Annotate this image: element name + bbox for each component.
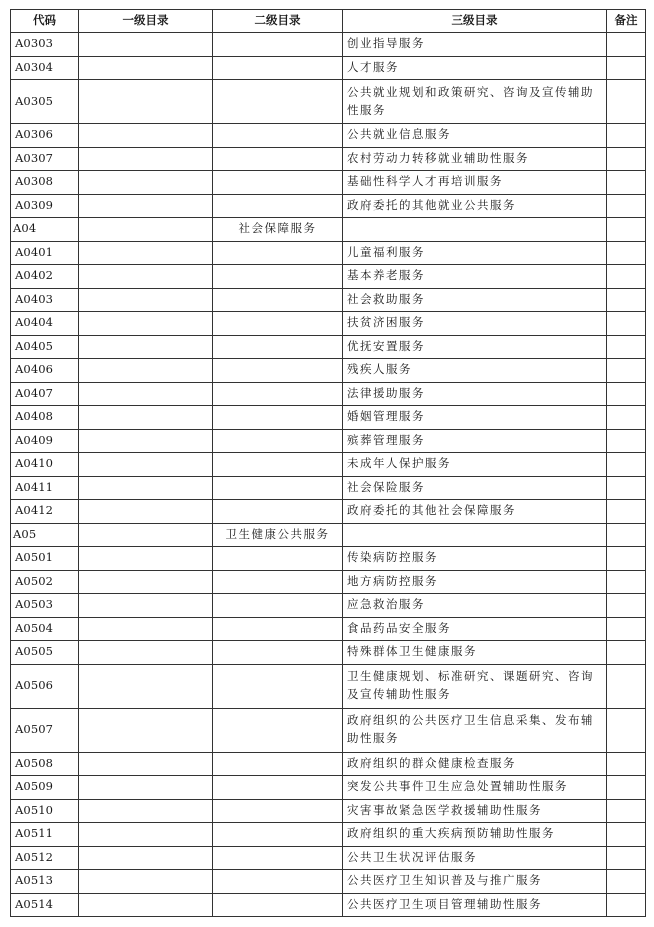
table-row xyxy=(11,799,646,823)
cell-level3: 灾害事故紧急医学救援辅助性服务 xyxy=(343,799,607,823)
cell-note xyxy=(607,218,646,242)
cell-level1 xyxy=(79,124,213,148)
cell-code: A0407 xyxy=(11,382,79,406)
cell-level3: 公共医疗卫生项目管理辅助性服务 xyxy=(343,893,607,917)
cell-note xyxy=(607,547,646,571)
cell-code: A0406 xyxy=(11,359,79,383)
cell-level1 xyxy=(79,429,213,453)
header-level3: 三级目录 xyxy=(343,10,607,33)
cell-note xyxy=(607,382,646,406)
cell-note xyxy=(607,359,646,383)
cell-code: A0503 xyxy=(11,594,79,618)
cell-level3: 特殊群体卫生健康服务 xyxy=(343,641,607,665)
cell-code: A05 xyxy=(11,523,79,547)
cell-level2 xyxy=(213,33,343,57)
cell-level3: 法律援助服务 xyxy=(343,382,607,406)
cell-level3: 扶贫济困服务 xyxy=(343,312,607,336)
cell-level3: 农村劳动力转移就业辅助性服务 xyxy=(343,147,607,171)
table-header xyxy=(11,10,646,33)
cell-level3: 政府组织的公共医疗卫生信息采集、发布辅助性服务 xyxy=(343,708,607,752)
table-row xyxy=(11,56,646,80)
cell-level3: 公共医疗卫生知识普及与推广服务 xyxy=(343,870,607,894)
cell-level1 xyxy=(79,171,213,195)
cell-note xyxy=(607,594,646,618)
cell-note xyxy=(607,708,646,752)
cell-code: A0306 xyxy=(11,124,79,148)
table-row xyxy=(11,124,646,148)
cell-level2 xyxy=(213,870,343,894)
cell-level3: 创业指导服务 xyxy=(343,33,607,57)
cell-level1 xyxy=(79,476,213,500)
table-row xyxy=(11,570,646,594)
cell-code: A0309 xyxy=(11,194,79,218)
table-row xyxy=(11,708,646,752)
cell-code: A0411 xyxy=(11,476,79,500)
cell-level2 xyxy=(213,147,343,171)
cell-code: A0402 xyxy=(11,265,79,289)
table-row xyxy=(11,547,646,571)
cell-level2 xyxy=(213,265,343,289)
header-code: 代码 xyxy=(11,10,79,33)
cell-code: A0305 xyxy=(11,80,79,124)
cell-level1 xyxy=(79,776,213,800)
table-row xyxy=(11,80,646,124)
cell-level3: 社会保险服务 xyxy=(343,476,607,500)
cell-level1 xyxy=(79,335,213,359)
cell-level1 xyxy=(79,288,213,312)
cell-note xyxy=(607,453,646,477)
cell-level2 xyxy=(213,194,343,218)
cell-level1 xyxy=(79,594,213,618)
cell-level1 xyxy=(79,453,213,477)
table-row xyxy=(11,476,646,500)
cell-level1 xyxy=(79,33,213,57)
cell-note xyxy=(607,523,646,547)
catalog-table xyxy=(10,9,646,917)
cell-note xyxy=(607,429,646,453)
cell-code: A0506 xyxy=(11,664,79,708)
cell-level2 xyxy=(213,846,343,870)
table-row xyxy=(11,312,646,336)
cell-level1 xyxy=(79,664,213,708)
cell-code: A0401 xyxy=(11,241,79,265)
cell-note xyxy=(607,33,646,57)
table-row xyxy=(11,33,646,57)
cell-level2 xyxy=(213,171,343,195)
cell-level2 xyxy=(213,776,343,800)
cell-code: A0409 xyxy=(11,429,79,453)
header-row xyxy=(11,10,646,33)
cell-level1 xyxy=(79,547,213,571)
cell-level3: 社会救助服务 xyxy=(343,288,607,312)
cell-note xyxy=(607,870,646,894)
table-row xyxy=(11,218,646,242)
cell-level1 xyxy=(79,56,213,80)
cell-code: A0508 xyxy=(11,752,79,776)
cell-level2 xyxy=(213,641,343,665)
table-row xyxy=(11,776,646,800)
cell-note xyxy=(607,406,646,430)
cell-code: A0307 xyxy=(11,147,79,171)
table-body xyxy=(11,33,646,917)
cell-level2 xyxy=(213,56,343,80)
cell-level2 xyxy=(213,799,343,823)
cell-level1 xyxy=(79,312,213,336)
cell-level3 xyxy=(343,523,607,547)
cell-level2 xyxy=(213,476,343,500)
cell-note xyxy=(607,265,646,289)
cell-level1 xyxy=(79,617,213,641)
cell-note xyxy=(607,288,646,312)
cell-code: A0504 xyxy=(11,617,79,641)
cell-code: A0511 xyxy=(11,823,79,847)
cell-level3: 政府组织的群众健康检查服务 xyxy=(343,752,607,776)
cell-note xyxy=(607,893,646,917)
cell-level2: 卫生健康公共服务 xyxy=(213,523,343,547)
cell-level2 xyxy=(213,335,343,359)
table-row xyxy=(11,335,646,359)
cell-level3: 传染病防控服务 xyxy=(343,547,607,571)
cell-level3: 儿童福利服务 xyxy=(343,241,607,265)
cell-note xyxy=(607,617,646,641)
cell-note xyxy=(607,147,646,171)
cell-code: A0501 xyxy=(11,547,79,571)
cell-code: A04 xyxy=(11,218,79,242)
table-row xyxy=(11,594,646,618)
cell-level3: 公共就业规划和政策研究、咨询及宣传辅助性服务 xyxy=(343,80,607,124)
cell-level2 xyxy=(213,570,343,594)
cell-level2 xyxy=(213,124,343,148)
cell-level2 xyxy=(213,617,343,641)
cell-level1 xyxy=(79,523,213,547)
cell-code: A0507 xyxy=(11,708,79,752)
cell-level1 xyxy=(79,80,213,124)
cell-level1 xyxy=(79,194,213,218)
table-row xyxy=(11,617,646,641)
cell-note xyxy=(607,500,646,524)
cell-level1 xyxy=(79,641,213,665)
cell-level2 xyxy=(213,893,343,917)
cell-code: A0410 xyxy=(11,453,79,477)
cell-level1 xyxy=(79,218,213,242)
cell-level1 xyxy=(79,752,213,776)
cell-level1 xyxy=(79,382,213,406)
cell-level3: 优抚安置服务 xyxy=(343,335,607,359)
cell-level2 xyxy=(213,406,343,430)
cell-level2 xyxy=(213,241,343,265)
cell-note xyxy=(607,335,646,359)
cell-note xyxy=(607,171,646,195)
table-row xyxy=(11,500,646,524)
cell-level3: 人才服务 xyxy=(343,56,607,80)
cell-note xyxy=(607,752,646,776)
table-row xyxy=(11,823,646,847)
table-row xyxy=(11,194,646,218)
cell-level2 xyxy=(213,359,343,383)
table-row xyxy=(11,893,646,917)
cell-code: A0408 xyxy=(11,406,79,430)
cell-code: A0510 xyxy=(11,799,79,823)
cell-level1 xyxy=(79,359,213,383)
cell-level2 xyxy=(213,664,343,708)
cell-level1 xyxy=(79,846,213,870)
table-row xyxy=(11,382,646,406)
cell-code: A0308 xyxy=(11,171,79,195)
table-row xyxy=(11,846,646,870)
header-level2: 二级目录 xyxy=(213,10,343,33)
cell-level3: 殡葬管理服务 xyxy=(343,429,607,453)
cell-code: A0514 xyxy=(11,893,79,917)
cell-level2 xyxy=(213,823,343,847)
cell-level1 xyxy=(79,570,213,594)
cell-code: A0502 xyxy=(11,570,79,594)
cell-note xyxy=(607,846,646,870)
cell-level1 xyxy=(79,823,213,847)
cell-level1 xyxy=(79,870,213,894)
cell-level1 xyxy=(79,147,213,171)
cell-note xyxy=(607,476,646,500)
cell-level3: 政府组织的重大疾病预防辅助性服务 xyxy=(343,823,607,847)
cell-level2 xyxy=(213,80,343,124)
cell-note xyxy=(607,799,646,823)
cell-code: A0513 xyxy=(11,870,79,894)
cell-level3: 公共就业信息服务 xyxy=(343,124,607,148)
table-row xyxy=(11,171,646,195)
cell-level2 xyxy=(213,288,343,312)
cell-note xyxy=(607,570,646,594)
cell-note xyxy=(607,823,646,847)
cell-code: A0304 xyxy=(11,56,79,80)
cell-level2 xyxy=(213,594,343,618)
cell-level3: 政府委托的其他就业公共服务 xyxy=(343,194,607,218)
table-row xyxy=(11,429,646,453)
table-row xyxy=(11,641,646,665)
cell-level3: 未成年人保护服务 xyxy=(343,453,607,477)
table-row xyxy=(11,870,646,894)
cell-level2 xyxy=(213,312,343,336)
header-note: 备注 xyxy=(607,10,646,33)
cell-note xyxy=(607,194,646,218)
cell-level2 xyxy=(213,752,343,776)
cell-level1 xyxy=(79,265,213,289)
cell-level3: 残疾人服务 xyxy=(343,359,607,383)
cell-note xyxy=(607,241,646,265)
cell-level3: 基础性科学人才再培训服务 xyxy=(343,171,607,195)
cell-level2 xyxy=(213,708,343,752)
cell-level3: 食品药品安全服务 xyxy=(343,617,607,641)
cell-level1 xyxy=(79,241,213,265)
cell-code: A0505 xyxy=(11,641,79,665)
cell-level3: 政府委托的其他社会保障服务 xyxy=(343,500,607,524)
cell-note xyxy=(607,80,646,124)
cell-note xyxy=(607,124,646,148)
cell-level1 xyxy=(79,799,213,823)
cell-level3: 公共卫生状况评估服务 xyxy=(343,846,607,870)
cell-code: A0412 xyxy=(11,500,79,524)
cell-code: A0403 xyxy=(11,288,79,312)
cell-level3: 基本养老服务 xyxy=(343,265,607,289)
cell-code: A0303 xyxy=(11,33,79,57)
table-row xyxy=(11,523,646,547)
cell-level2 xyxy=(213,429,343,453)
cell-level1 xyxy=(79,893,213,917)
cell-level3: 地方病防控服务 xyxy=(343,570,607,594)
cell-level2 xyxy=(213,453,343,477)
cell-level1 xyxy=(79,708,213,752)
table-row xyxy=(11,453,646,477)
cell-note xyxy=(607,641,646,665)
cell-code: A0404 xyxy=(11,312,79,336)
table-row xyxy=(11,664,646,708)
cell-level3: 突发公共事件卫生应急处置辅助性服务 xyxy=(343,776,607,800)
cell-level2: 社会保障服务 xyxy=(213,218,343,242)
cell-note xyxy=(607,312,646,336)
cell-level3: 卫生健康规划、标准研究、课题研究、咨询及宣传辅助性服务 xyxy=(343,664,607,708)
cell-code: A0405 xyxy=(11,335,79,359)
cell-code: A0512 xyxy=(11,846,79,870)
cell-note xyxy=(607,776,646,800)
cell-code: A0509 xyxy=(11,776,79,800)
table-row xyxy=(11,288,646,312)
cell-level2 xyxy=(213,382,343,406)
table-row xyxy=(11,406,646,430)
cell-level2 xyxy=(213,547,343,571)
cell-level3 xyxy=(343,218,607,242)
table-row xyxy=(11,359,646,383)
cell-level1 xyxy=(79,406,213,430)
table-row xyxy=(11,265,646,289)
table-row xyxy=(11,752,646,776)
cell-note xyxy=(607,56,646,80)
table-row xyxy=(11,147,646,171)
header-level1: 一级目录 xyxy=(79,10,213,33)
cell-level2 xyxy=(213,500,343,524)
cell-level3: 应急救治服务 xyxy=(343,594,607,618)
table-row xyxy=(11,241,646,265)
cell-note xyxy=(607,664,646,708)
cell-level3: 婚姻管理服务 xyxy=(343,406,607,430)
cell-level1 xyxy=(79,500,213,524)
